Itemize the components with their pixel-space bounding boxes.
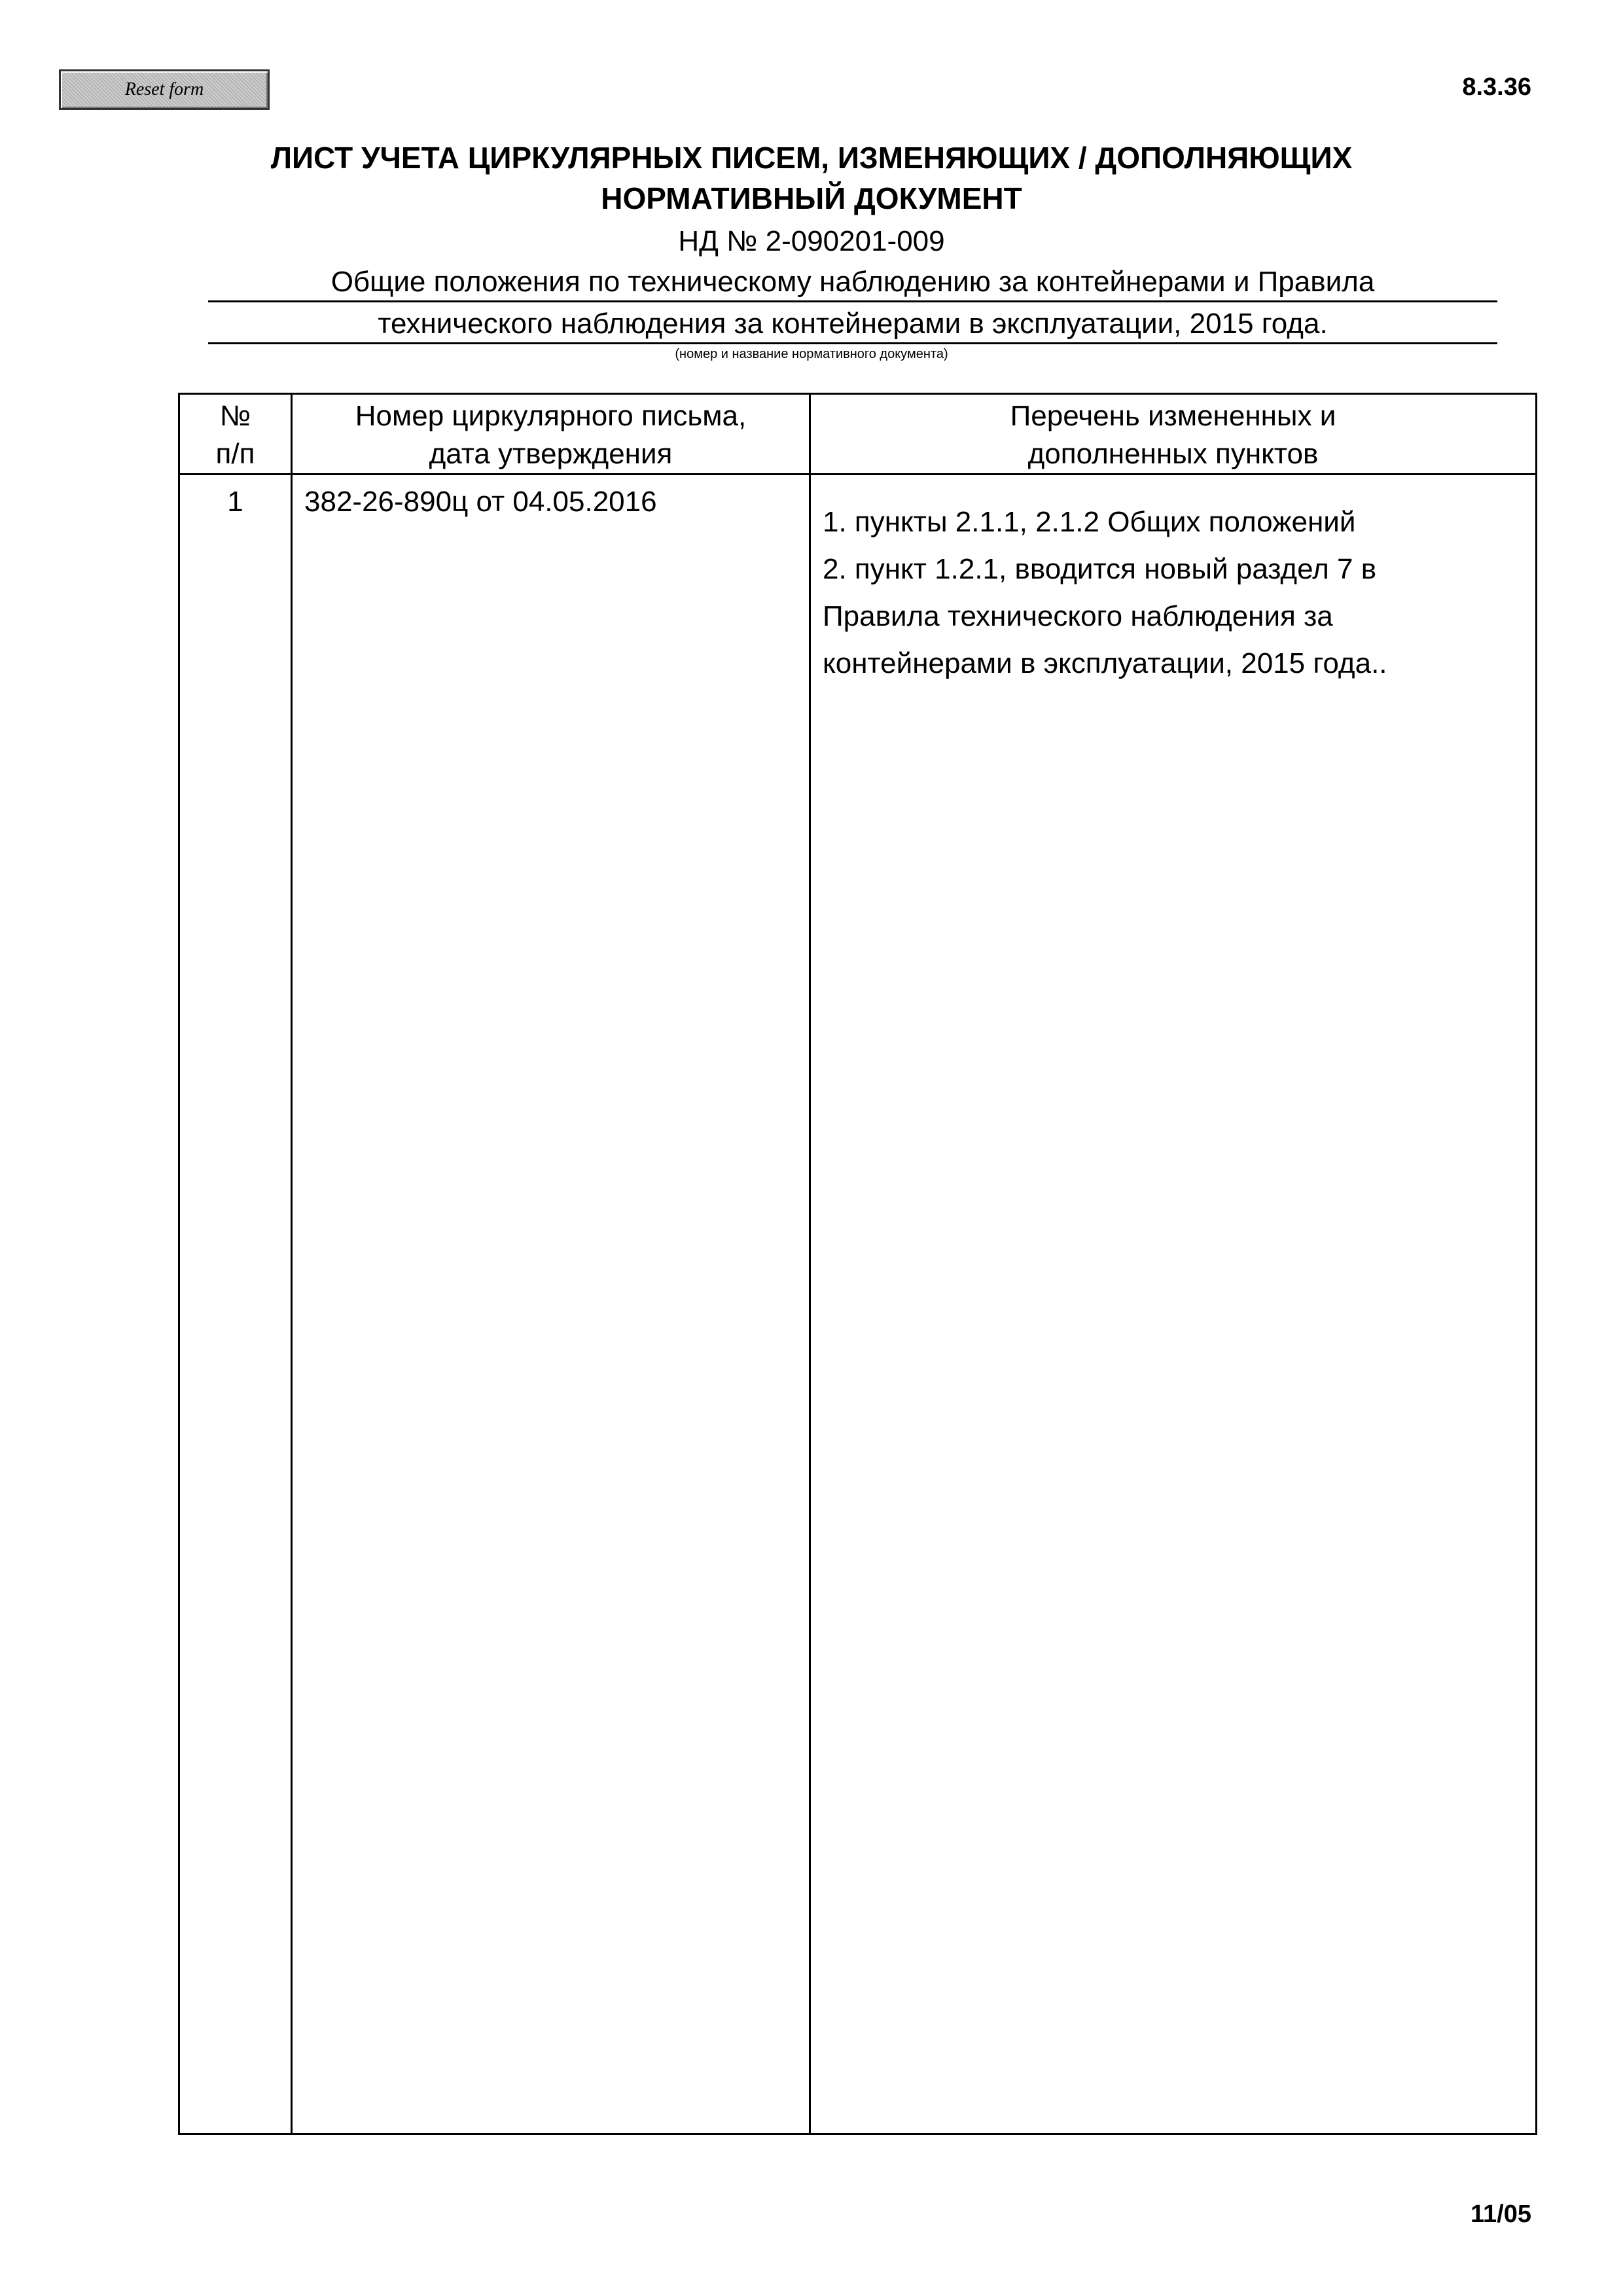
- page-number: 11/05: [1471, 2200, 1531, 2228]
- reset-form-button[interactable]: Reset form: [59, 69, 270, 110]
- header-letter-line-2: дата утверждения: [429, 438, 673, 470]
- header-changes-line-1: Перечень измененных и: [1010, 400, 1336, 432]
- header-number-line-1: №: [219, 400, 251, 432]
- header-number-line-2: п/п: [215, 438, 255, 470]
- nd-number: НД № 2-090201-009: [678, 225, 945, 257]
- header-letter: [292, 394, 810, 475]
- header-number: [179, 394, 292, 475]
- document-name-line-2: технического наблюдения за контейнерами в эксплуатации, 2015 года.: [208, 306, 1497, 344]
- table-header-row: [179, 394, 1537, 475]
- title-line-1: ЛИСТ УЧЕТА ЦИРКУЛЯРНЫХ ПИСЕМ, ИЗМЕНЯЮЩИХ / ДОПОЛНЯЮЩИХ: [270, 141, 1353, 175]
- table-row: [179, 475, 1537, 2134]
- changes-line-3: Правила технического наблюдения за: [823, 600, 1333, 632]
- document-name-line-1: Общие положения по техническому наблюдению за контейнерами и Правила: [208, 264, 1497, 302]
- header-changes: [810, 394, 1537, 475]
- circular-letters-table: [178, 393, 1537, 2135]
- row-number-cell[interactable]: 1: [179, 475, 292, 2134]
- changes-line-1: 1. пункты 2.1.1, 2.1.2 Общих положений: [823, 506, 1356, 538]
- title-line-2: НОРМАТИВНЫЙ ДОКУМЕНТ: [601, 181, 1022, 215]
- changes-text: [823, 483, 1524, 687]
- changes-cell[interactable]: [810, 475, 1537, 2134]
- page-title: [0, 137, 1623, 219]
- letter-cell[interactable]: 382-26-890ц от 04.05.2016: [292, 475, 810, 2134]
- changes-line-2: 2. пункт 1.2.1, вводится новый раздел 7 в: [823, 553, 1377, 585]
- changes-line-4: контейнерами в эксплуатации, 2015 года..: [823, 647, 1387, 679]
- document-name-caption: (номер и название нормативного документа): [675, 347, 948, 361]
- header-letter-line-1: Номер циркулярного письма,: [355, 400, 747, 432]
- header-changes-line-2: дополненных пунктов: [1027, 438, 1319, 470]
- document-code: 8.3.36: [1462, 73, 1531, 101]
